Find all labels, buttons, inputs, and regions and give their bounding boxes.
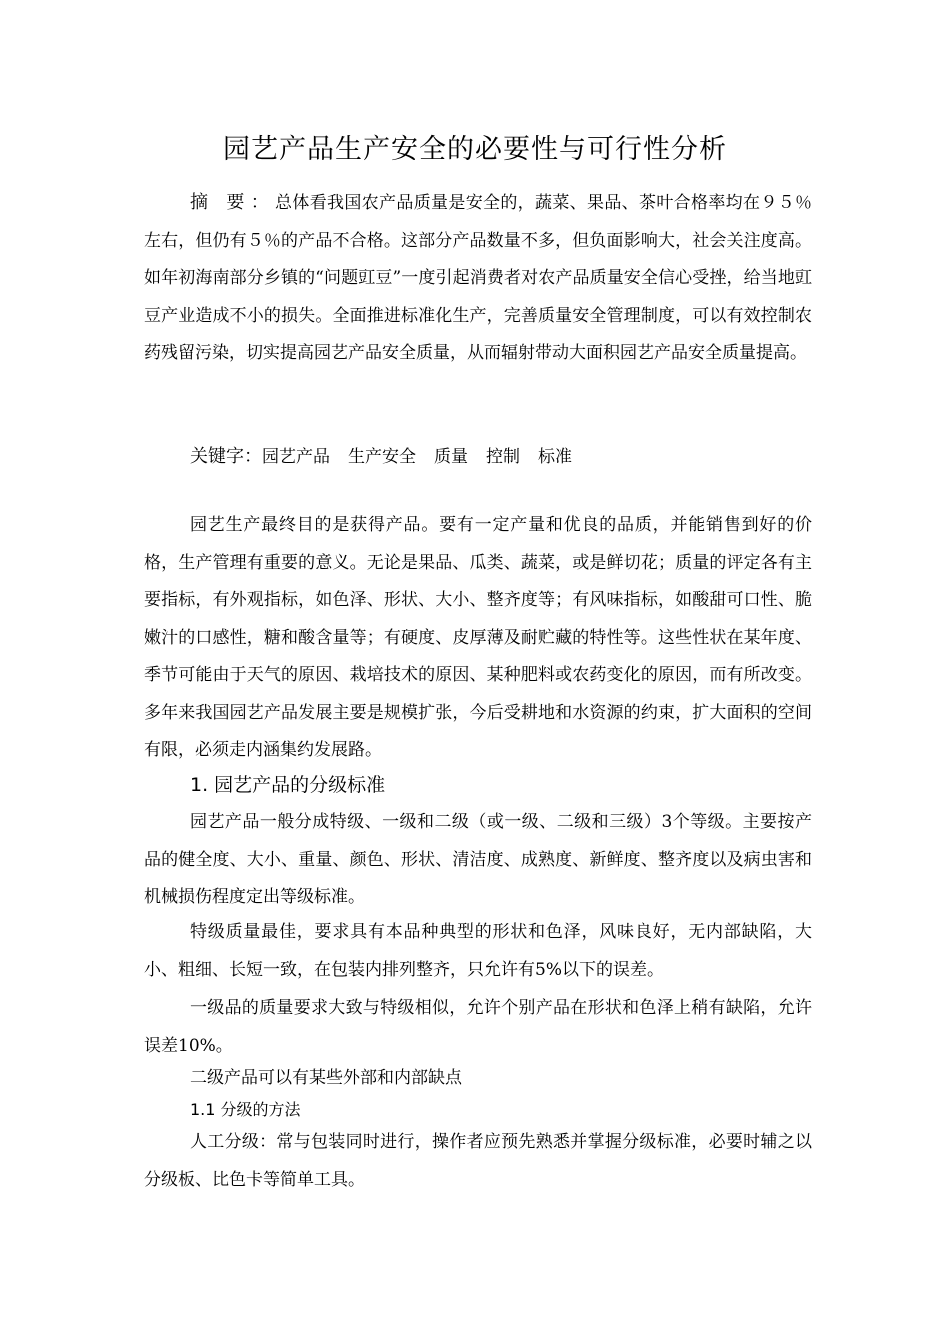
keyword-item: 控制 xyxy=(486,447,520,467)
keyword-item: 园艺产品 xyxy=(262,447,330,467)
abstract-label: 摘 要： xyxy=(190,192,276,213)
section-1-1-heading: 1.1 分级的方法 xyxy=(190,1100,301,1119)
keywords-label: 关键字： xyxy=(190,446,262,467)
section-1-paragraph: 二级产品可以有某些外部和内部缺点 xyxy=(190,1068,462,1088)
keywords-line xyxy=(144,438,812,477)
section-1-paragraph: 一级品的质量要求大致与特级相似，允许个别产品在形状和色泽上稍有缺陷，允许误差10%。 xyxy=(144,998,812,1056)
keyword-item: 标准 xyxy=(538,447,572,467)
keyword-item: 质量 xyxy=(434,447,468,467)
keyword-item: 生产安全 xyxy=(348,447,416,467)
section-1-1-paragraph: 人工分级：常与包装同时进行，操作者应预先熟悉并掌握分级标准，必要时辅之以分级板、比色卡等简单工具。 xyxy=(144,1132,812,1190)
document-title: 园艺产品生产安全的必要性与可行性分析 xyxy=(223,134,727,165)
section-1-heading: 1. 园艺产品的分级标准 xyxy=(190,774,386,796)
section-1-paragraph: 园艺产品一般分成特级、一级和二级（或一级、二级和三级）3个等级。主要按产品的健全度、大小、重量、颜色、形状、清洁度、成熟度、新鲜度、整齐度以及病虫害和机械损伤程度定出等级标准。 xyxy=(144,812,812,907)
intro-paragraph: 园艺生产最终目的是获得产品。要有一定产量和优良的品质，并能销售到好的价格，生产管理有重要的意义。无论是果品、瓜类、蔬菜，或是鲜切花；质量的评定各有主要指标，有外观指标，如色泽、形状、大小、整齐度等；有风味指标，如酸甜可口性、脆嫩汁的口感性，糖和酸含量等；有硬度、皮厚薄及耐贮藏的特性等。这些性状在某年度、季节可能由于天气的原因、栽培技术的原因、某种肥料或农药变化的原因，而有所改变。多年来我国园艺产品发展主要是规模扩张，今后受耕地和水资源的约束，扩大面积的空间有限，必须走内涵集约发展路。 xyxy=(144,515,812,760)
abstract-text: 总体看我国农产品质量是安全的，蔬菜、果品、茶叶合格率均在９５％左右，但仍有５％的产品不合格。这部分产品数量不多，但负面影响大，社会关注度高。如年初海南部分乡镇的“问题豇豆”一度引起消费者对农产品质量安全信心受挫，给当地豇豆产业造成不小的损失。全面推进标准化生产，完善质量安全管理制度，可以有效控制农药残留污染，切实提高园艺产品安全质量，从而辐射带动大面积园艺产品安全质量提高。 xyxy=(144,193,812,363)
abstract-paragraph xyxy=(144,184,812,373)
section-1-paragraph: 特级质量最佳，要求具有本品种典型的形状和色泽，风味良好，无内部缺陷，大小、粗细、长短一致，在包装内排列整齐，只允许有5%以下的误差。 xyxy=(144,922,812,980)
